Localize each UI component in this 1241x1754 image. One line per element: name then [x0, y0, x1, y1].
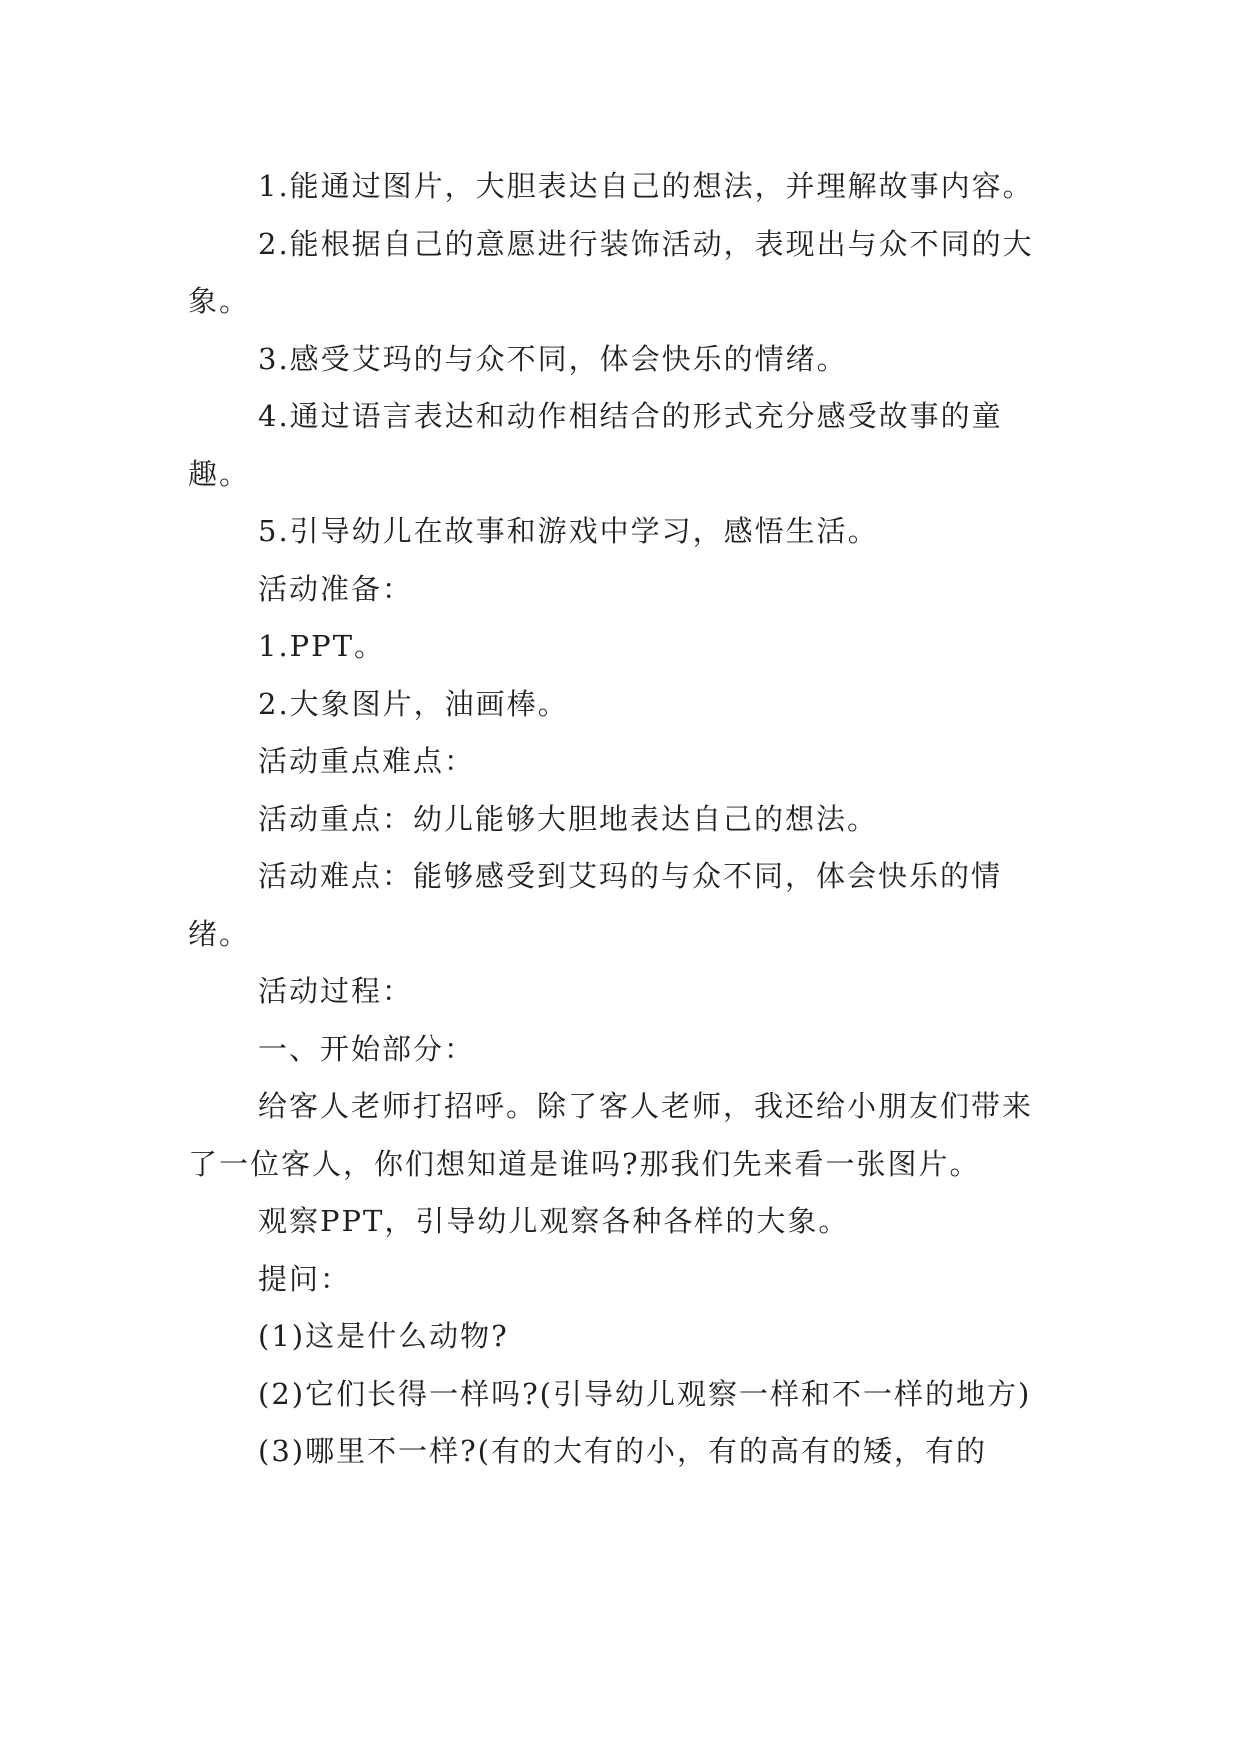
question-3: (3)哪里不一样?(有的大有的小，有的高有的矮，有的: [258, 1434, 987, 1468]
section-heading-preparation: 活动准备：: [258, 571, 414, 606]
preparation-item-1: 1.PPT。: [258, 629, 386, 663]
section-heading-key-points: 活动重点难点：: [258, 744, 476, 778]
question-1: (1)这是什么动物?: [258, 1319, 509, 1353]
key-point: 活动重点：幼儿能够大胆地表达自己的想法。: [258, 801, 879, 836]
difficult-point: 活动难点：能够感受到艾玛的与众不同，体会快乐的情绪。: [188, 859, 1003, 951]
process-intro-paragraph: 给客人老师打招呼。除了客人老师，我还给小朋友们带来了一位客人，你们想知道是谁吗?那我们先来看一张图片。: [188, 1089, 1034, 1181]
question-2: (2)它们长得一样吗?(引导幼儿观察一样和不一样的地方): [258, 1376, 1032, 1411]
objective-5: 5.引导幼儿在故事和游戏中学习，感悟生活。: [258, 514, 879, 548]
process-observe-paragraph: 观察PPT，引导幼儿观察各种各样的大象。: [258, 1204, 850, 1238]
objective-3: 3.感受艾玛的与众不同，体会快乐的情绪。: [258, 341, 848, 376]
objective-2: 2.能根据自己的意愿进行装饰活动，表现出与众不同的大象。: [188, 226, 1034, 318]
section-heading-process: 活动过程：: [258, 974, 414, 1008]
question-heading: 提问：: [258, 1261, 352, 1296]
objective-1: 1.能通过图片，大胆表达自己的想法，并理解故事内容。: [258, 169, 1034, 203]
objective-4: 4.通过语言表达和动作相结合的形式充分感受故事的童趣。: [188, 399, 1003, 491]
preparation-item-2: 2.大象图片，油画棒。: [258, 686, 569, 721]
document-body: [188, 158, 1048, 1481]
process-part-1-heading: 一、开始部分：: [258, 1031, 476, 1066]
